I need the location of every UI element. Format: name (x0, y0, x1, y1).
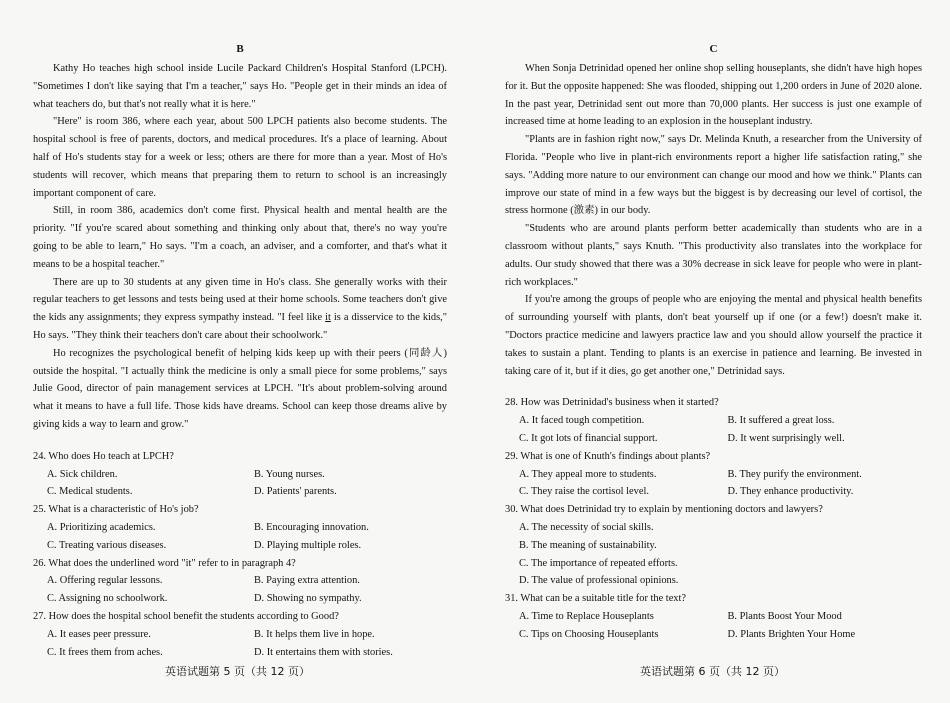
question-stem: 31. What can be a suitable title for the text? (505, 593, 686, 605)
section-b-title: B (236, 43, 244, 55)
question-31 (505, 590, 922, 643)
exam-page-6 (475, 0, 950, 703)
question-stem: 24. Who does Ho teach at LPCH? (33, 450, 174, 462)
question-stem: 30. What does Detrinidad try to explain by mentioning doctors and lawyers? (505, 504, 823, 516)
option-d: D. Showing no sympathy. (254, 593, 362, 605)
option-d: D. Patients' parents. (254, 486, 337, 498)
question-25 (33, 501, 447, 554)
option-b: B. It suffered a great loss. (727, 415, 835, 427)
question-24 (33, 448, 447, 501)
option-a: A. The necessity of social skills. (519, 521, 654, 533)
option-c: C. Assigning no schoolwork. (47, 593, 168, 605)
question-stem: 27. How does the hospital school benefit the students according to Good? (33, 610, 339, 622)
option-c: C. The importance of repeated efforts. (519, 557, 678, 569)
question-27 (33, 608, 447, 661)
option-a: A. They appeal more to students. (519, 468, 657, 480)
para4-text-before: There are up to 30 students at any given time in Ho's class. She generally works with their regular teachers to get lessons and tests being used at their home schools. Some teachers don't give the kids any assignments; they express sympathy instead. "I feel like (33, 276, 447, 324)
option-a: A. Prioritizing academics. (47, 521, 156, 533)
option-c: C. It frees them from aches. (47, 646, 163, 658)
passage-b-paragraph-3: Still, in room 386, academics don't come first. Physical health and mental health are the priority. "If you're scared about something and thinking only about that, there's no way you're going to be able to learn," Ho says. "I'm a coach, an adviser, and a comforter, and that's what it means to be a hospital teacher." (33, 205, 447, 270)
option-b: B. Paying extra attention. (254, 575, 360, 587)
option-a: A. Offering regular lessons. (47, 575, 163, 587)
section-c-title: C (709, 43, 718, 55)
option-d: D. They enhance productivity. (727, 486, 854, 498)
option-b: B. Young nurses. (254, 468, 325, 480)
option-c: C. It got lots of financial support. (519, 432, 658, 444)
question-stem: 25. What is a characteristic of Ho's job? (33, 504, 199, 516)
page-footer: 英语试题第 5 页（共 12 页） (165, 665, 310, 678)
question-26 (33, 555, 447, 608)
passage-c-paragraph-3: "Students who are around plants perform better academically than students who are in a classroom without plants," says Knuth. "This productivity also translates into the workplace for adults. Our study showed that there was a 30% decrease in sick leave for people who were in plant-rich workplaces." (505, 223, 922, 288)
passage-c-paragraph-2: "Plants are in fashion right now," says Dr. Melinda Knuth, a researcher from the University of Florida. "People who live in plant-rich environments report a higher life satisfaction rating," she says. "Adding more nature to our environment can change our mood and how we think." Plants can improve our state of mind in a few ways but the biggest is by decreasing our level of cortisol, the stress hormone (激素) in our body. (505, 134, 922, 217)
option-c: C. They raise the cortisol level. (519, 486, 649, 498)
question-28 (505, 394, 922, 447)
passage-c-paragraph-4: If you're among the groups of people who are enjoying the mental and physical health benefits of surrounding yourself with plants, don't beat yourself up if one (or a few!) doesn't make it. "Doctors practice medicine and lawyers practice law and you should allow yourself the practice it takes to sustain a plant. Tending to plants is an exercise in patience and learning. Be invested in taking care of it, but if it dies, go get another one," Detrinidad says. (505, 294, 922, 377)
option-b: B. It helps them live in hope. (254, 628, 375, 640)
option-d: D. It went surprisingly well. (727, 432, 845, 444)
option-d: D. It entertains them with stories. (254, 646, 393, 658)
passage-b-paragraph-4 (33, 274, 447, 345)
option-d: D. Plants Brighten Your Home (727, 628, 856, 640)
question-stem: 26. What does the underlined word "it" refer to in paragraph 4? (33, 557, 296, 569)
question-stem: 29. What is one of Knuth's findings about plants? (505, 450, 711, 462)
option-c: C. Treating various diseases. (47, 539, 167, 551)
option-b: B. Plants Boost Your Mood (727, 610, 842, 622)
option-c: C. Medical students. (47, 486, 133, 498)
page-footer: 英语试题第 6 页（共 12 页） (640, 665, 785, 678)
option-b: B. They purify the environment. (727, 468, 862, 480)
question-30 (505, 501, 922, 590)
option-b: B. The meaning of sustainability. (519, 539, 657, 551)
passage-b-paragraph-2: "Here" is room 386, where each year, about 500 LPCH patients also become students. The hospital school is free of parents, doctors, and medical procedures. It's a place of learning. About half of Ho's students stay for a week or less; others are there for more than a year. Most of Ho's students will recover, which means that preparing them to return to school is an increasingly important component of care. (33, 116, 447, 199)
option-d: D. The value of professional opinions. (519, 575, 679, 587)
underlined-word-it: it (325, 312, 331, 324)
option-a: A. Sick children. (47, 468, 118, 480)
passage-c-paragraph-1: When Sonja Detrinidad opened her online shop selling houseplants, she didn't have high hopes for it. But the opposite happened: She was flooded, shipping out 1,200 orders in June of 2020 alone. In the past year, Detrinidad sent out more than 70,000 plants. Her success is just one example of increased time at home leading to an explosion in the houseplant industry. (505, 63, 922, 128)
option-a: A. It faced tough competition. (519, 415, 645, 427)
passage-b-paragraph-5: Ho recognizes the psychological benefit of helping kids keep up with their peers (同龄人) outside the hospital. "I actually think the medicine is only a small piece for some problems," says Julie Good, director of pain management services at LPCH. "It's about problem-solving around what it means to have a full life. Those kids have dreams. School can keep those dreams alive by giving kids a way to learn and grow." (33, 347, 447, 430)
para4-text-after: is a disservice to the kids," Ho says. "They think their teachers don't care about their schoolwork." (33, 312, 447, 341)
option-a: A. Time to Replace Houseplants (519, 610, 654, 622)
option-d: D. Playing multiple roles. (254, 539, 362, 551)
question-stem: 28. How was Detrinidad's business when it started? (505, 397, 719, 409)
question-29 (505, 448, 922, 501)
option-a: A. It eases peer pressure. (47, 628, 151, 640)
passage-b-paragraph-1: Kathy Ho teaches high school inside Lucile Packard Children's Hospital Stanford (LPCH). "Sometimes I don't like saying that I'm a teacher," says Ho. "People get in their minds an idea of what teachers do, but that's not really what it is here." (33, 63, 447, 110)
option-c: C. Tips on Choosing Houseplants (519, 628, 659, 640)
option-b: B. Encouraging innovation. (254, 521, 369, 533)
